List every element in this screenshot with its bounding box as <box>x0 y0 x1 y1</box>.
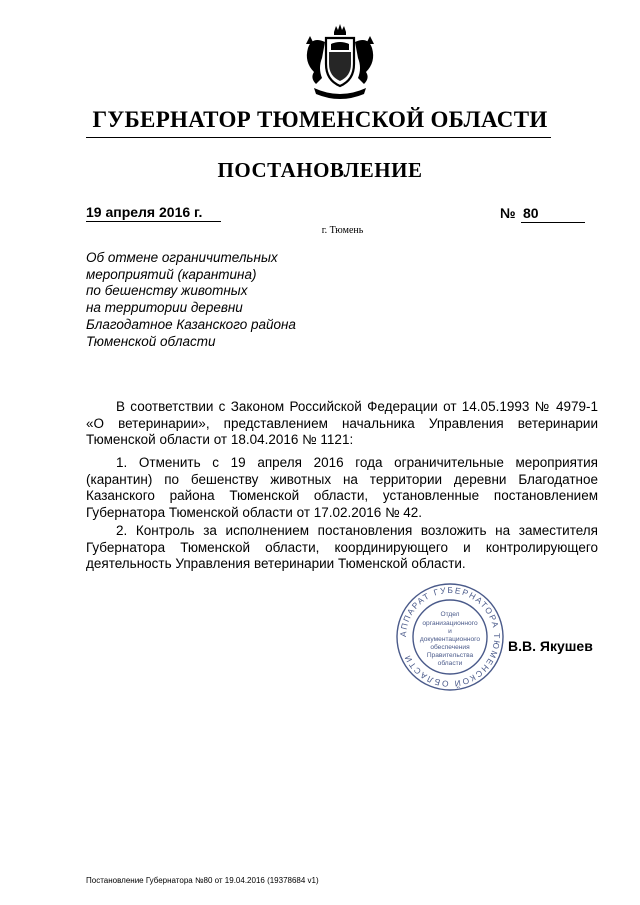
subject-line: Благодатное Казанского района <box>86 316 296 332</box>
subject-line: Об отмене ограничительных <box>86 250 278 265</box>
item-1-paragraph: 1. Отменить с 19 апреля 2016 года ограничительные мероприятия (карантин) по бешенству животных на территории деревни Благодатное Казанского района Тюменской области, установленные постановлением Губернатора Тюменской области от 17.02.2016 № 42. <box>86 455 598 521</box>
document-subject <box>86 250 346 350</box>
document-number: 80 <box>521 205 585 223</box>
subject-line: по бешенству животных <box>86 283 248 299</box>
authority-title: ГУБЕРНАТОР ТЮМЕНСКОЙ ОБЛАСТИ <box>92 107 548 132</box>
document-date: 19 апреля 2016 г. <box>86 204 221 222</box>
signatory-name: В.В. Якушев <box>508 638 593 654</box>
subject-line: на территории деревни <box>86 300 243 316</box>
title-divider <box>86 137 551 138</box>
stamp-line: Отдел <box>440 611 460 618</box>
stamp-line: обеспечения <box>430 644 470 651</box>
stamp-line: Правительства <box>426 652 474 659</box>
footer-reference: Постановление Губернатора №80 от 19.04.2016 (19378684 v1) <box>86 876 319 885</box>
stamp-line: области <box>437 660 463 667</box>
official-stamp <box>394 581 506 693</box>
stamp-line: документационного <box>419 636 481 643</box>
preamble-paragraph: В соответствии с Законом Российской Федерации от 14.05.1993 № 4979-1 «О ветеринарии», представлением начальника Управления ветеринарии Тюменской области от 18.04.2016 № 1121: <box>86 399 598 448</box>
document-city: г. Тюмень <box>321 225 364 236</box>
number-label: № <box>500 205 516 221</box>
coat-of-arms-icon <box>298 22 382 106</box>
stamp-line: и <box>448 628 452 635</box>
stamp-line: организационного <box>422 620 478 627</box>
stamp-ring-text: АППАРАТ ГУБЕРНАТОРА ТЮМЕНСКОЙ ОБЛАСТИ <box>397 584 503 690</box>
item-2-paragraph: 2. Контроль за исполнением постановления возложить на заместителя Губернатора Тюменской области, координирующего и контролирующего деятельность Управления ветеринарии Тюменской области. <box>86 523 598 572</box>
document-type: ПОСТАНОВЛЕНИЕ <box>217 158 423 182</box>
subject-line: мероприятий (карантина) <box>86 266 257 282</box>
subject-line: Тюменской области <box>86 333 216 349</box>
